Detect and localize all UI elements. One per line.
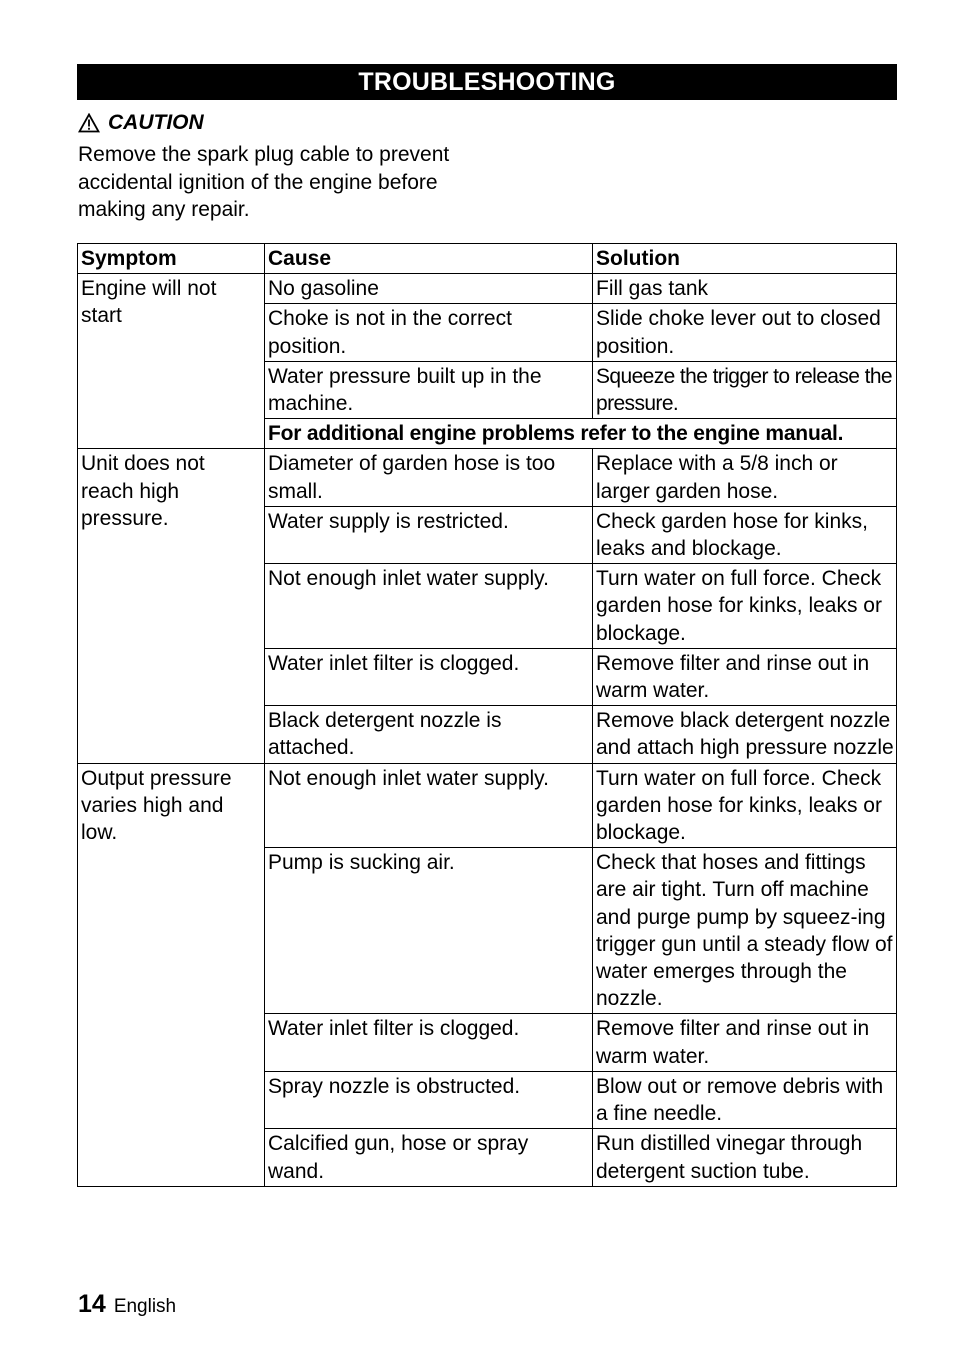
cause-cell: Water pressure built up in the machine. [265,361,593,418]
solution-cell: Check garden hose for kinks, leaks and blockage. [593,506,897,563]
cause-cell: Water inlet filter is clogged. [265,1014,593,1071]
cause-cell: Water supply is restricted. [265,506,593,563]
header-cause: Cause [265,244,593,274]
page-number: 14 [78,1290,106,1318]
solution-cell: Turn water on full force. Check garden hose for kinks, leaks or blockage. [593,763,897,848]
cause-cell: Calcified gun, hose or spray wand. [265,1129,593,1186]
solution-cell: Run distilled vinegar through detergent suction tube. [593,1129,897,1186]
page-footer [78,1290,176,1319]
symptom-cell: Engine will not start [78,274,265,449]
cause-cell: Not enough inlet water supply. [265,564,593,649]
solution-cell: Slide choke lever out to closed position. [593,304,897,361]
symptom-cell: Unit does not reach high pressure. [78,449,265,763]
page-title: TROUBLESHOOTING [358,67,616,96]
header-symptom: Symptom [78,244,265,274]
cause-cell: Diameter of garden hose is too small. [265,449,593,506]
solution-cell: Replace with a 5/8 inch or larger garden hose. [593,449,897,506]
cause-cell: Pump is sucking air. [265,848,593,1014]
footer-language: English [113,1296,177,1317]
solution-cell: Blow out or remove debris with a fine needle. [593,1071,897,1128]
table-row [78,763,897,848]
solution-cell: Squeeze the trigger to release the pressure. [593,361,897,418]
table-row [78,274,897,304]
section-title-bar [77,64,897,100]
cause-cell: Choke is not in the correct position. [265,304,593,361]
table-row [78,449,897,506]
solution-cell: Check that hoses and fittings are air tight. Turn off machine and purge pump by squeez-ing trigger gun until a steady flow of water emerges through the nozzle. [593,848,897,1014]
solution-cell: Remove black detergent nozzle and attach high pressure nozzle [593,706,897,763]
solution-cell: Fill gas tank [593,274,897,304]
cause-cell: No gasoline [265,274,593,304]
cause-cell: Black detergent nozzle is attached. [265,706,593,763]
header-solution: Solution [593,244,897,274]
caution-text: Remove the spark plug cable to prevent accidental ignition of the engine before making any repair. [78,143,450,221]
cause-cell: Spray nozzle is obstructed. [265,1071,593,1128]
cause-cell: Water inlet filter is clogged. [265,648,593,705]
cause-cell: Not enough inlet water supply. [265,763,593,848]
solution-cell: Remove filter and rinse out in warm water. [593,1014,897,1071]
symptom-cell: Output pressure varies high and low. [78,763,265,1186]
caution-heading [78,109,204,137]
solution-cell: Turn water on full force. Check garden hose for kinks, leaks or blockage. [593,564,897,649]
engine-manual-note: For additional engine problems refer to the engine manual. [265,419,897,449]
table-header-row [78,244,897,274]
warning-triangle-icon [78,113,100,133]
solution-cell: Remove filter and rinse out in warm water. [593,648,897,705]
caution-label: CAUTION [108,111,204,134]
troubleshooting-table [77,243,897,1187]
